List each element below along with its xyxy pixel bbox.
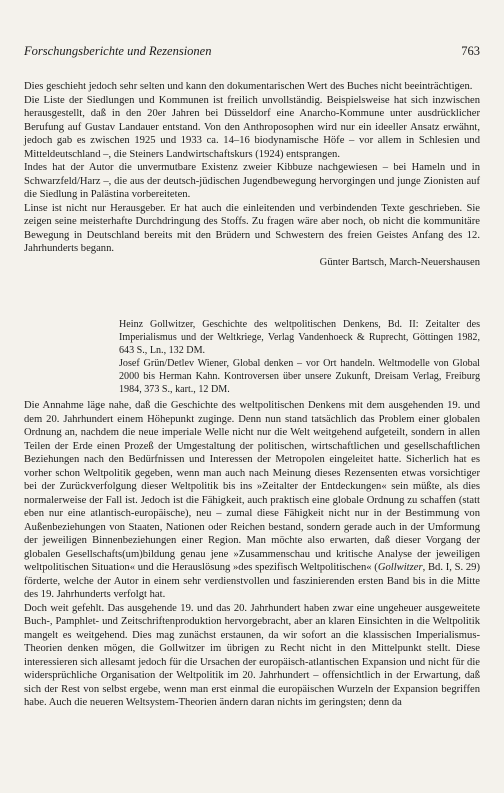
bibliographic-entry: Josef Grün/Detlev Wiener, Global denken – vor Ort handeln. Weltmodelle von Global 2000 bis Herman Kahn. Kontroversen über unsere Zukunft, Dreisam Verlag, Freiburg 1984, 373 S., kart., 12 DM. [119,358,480,396]
bibliographic-entry: Heinz Gollwitzer, Geschichte des weltpolitischen Denkens, Bd. II: Zeitalter des Imperialismus und der Weltkriege, Verlag Vandenhoeck & Ruprecht, Göttingen 1982, 643 S., Ln., 132 DM. [119,319,480,357]
text-run: , Bd. I, S. 29) förderte, welche der Autor in einem sehr verdienstvollen und faszinierenden ersten Band bis in die Mitte des 19. Jahrhunderts verfolgt hat. [24,562,480,600]
running-header [24,44,480,62]
paragraph [24,399,480,602]
paragraph: Dies geschieht jedoch sehr selten und kann den dokumentarischen Wert des Buches nicht beeinträchtigen. [24,81,473,92]
paragraph: Doch weit gefehlt. Das ausgehende 19. und das 20. Jahrhundert haben zwar eine ungeheuer ausgeweitete Buch-, Pamphlet- und Zeitschriftenproduktion hervorgebracht, aber an klaren Einsichten in die Weltpolitik mangelt es weitgehend. Dies mag zunächst erstaunen, da wir sofort an die klassischen Imperialismus-Theorien denken mögen, die Gollwitzer im übrigen zu Recht nicht in den Mittelpunkt stellt. Diese interessieren sich allesamt jedoch für die Ursachen der europäisch-atlantischen Expansion und nicht für die widersprüchliche Organisation der Weltpolitik im 20. Jahrhundert – offensichtlich in der Erwartung, daß sich der Rest von selbst ergebe, wenn man erst einmal die europäischen Wurzeln der Expansion begriffen habe. Auch die neueren Weltsystem-Theorien ändern daran nichts im geringsten; denn da [24,602,480,708]
text-run: Die Annahme läge nahe, daß die Geschichte des weltpolitischen Denkens mit dem ausgehenden 19. und dem 20. Jahrhundert einem Höhepunkt zuginge. Denn nun stand tatsächlich das Problem einer globalen Ordnung an, nachdem die neue imperiale Welle nicht nur die Welt weitgehend aufgeteilt, sondern in allen Teilen der Erde einen Prozeß der Umgestaltung der politischen, wirtschaftlichen und gesellschaftlichen Beziehungen nach den Bedürfnissen und Interessen der Metropolen eingeleitet hatte. Sicherlich hat es vorher schon Weltpolitik gegeben, wenn man auch nach Meinung dieses Rezensenten etwas vorsichtiger bei der Zurückverfolgung dieser Weltpolitik bis ins »Zeitalter der Entdeckungen« sein müßte, als dies normalerweise der Fall ist. Jedoch ist die Fähigkeit, auch praktisch eine globale Ordnung zu schaffen (statt eben nur eine atlantisch-europäische), neu – zumal diese Fähigkeit nicht nur in der Bestimmung von Außenbeziehungen von Staaten, Nationen oder Reichen bestand, sondern gerade auch in der Umformung der jeweiligen Binnenbeziehungen einer Region. Man möchte also erwarten, daß dieser Vorgang der globalen Gesellschafts(um)bildung genau jene »Zusammenschau und kritische Analyse der jeweiligen weltpolitischen Situation« und die Herauslösung »des spezifisch Weltpolitischen« ( [24,400,480,573]
paragraph: Die Liste der Siedlungen und Kommunen ist freilich unvollständig. Beispielsweise hat sich inzwischen herausgestellt, daß in den 20er Jahren bei Düsseldorf eine Anarcho-Kommune unter ausdrücklicher Berufung auf Gustav Landauer entstand. Von den Anthroposophen wird nur ein ideeller Ansatz erwähnt, jedoch gab es zwischen 1925 und 1933 ca. 14–16 biodynamische Höfe – vor allem in Schlesien und Mitteldeutschland –, die Steiners Landwirtschaftskurs (1924) entsprangen. [24,94,480,160]
review-gollwitzer-previous-continuation [24,80,480,269]
page-number: 763 [461,44,480,58]
paragraph: Indes hat der Autor die unvermutbare Existenz zweier Kibbuze nachgewiesen – bei Hameln und in Schwarzfeld/Harz –, die aus der deutsch-jüdischen Jugendbewegung hervorgingen und junge Zionisten auf die Siedlung in Palästina vorbereiteten. [24,162,480,200]
author-citation: Gollwitzer [377,562,423,573]
review-body [24,399,480,710]
running-title: Forschungsberichte und Rezensionen [24,44,212,58]
paragraph: Linse ist nicht nur Herausgeber. Er hat auch die einleitenden und verbindenden Texte geschrieben. Sie zeigen seine meisterhafte Durchdringung des Stoffs. Zu fragen wäre aber noch, ob nicht die kommunitäre Bewegung in Deutschland bereits mit den Brüdern und Schwestern des freien Geistes Anfang des 12. Jahrhunderts begann. [24,202,480,254]
reviewer-signature: Günter Bartsch, March-Neuershausen [319,256,480,268]
bibliographic-entries [119,318,480,397]
